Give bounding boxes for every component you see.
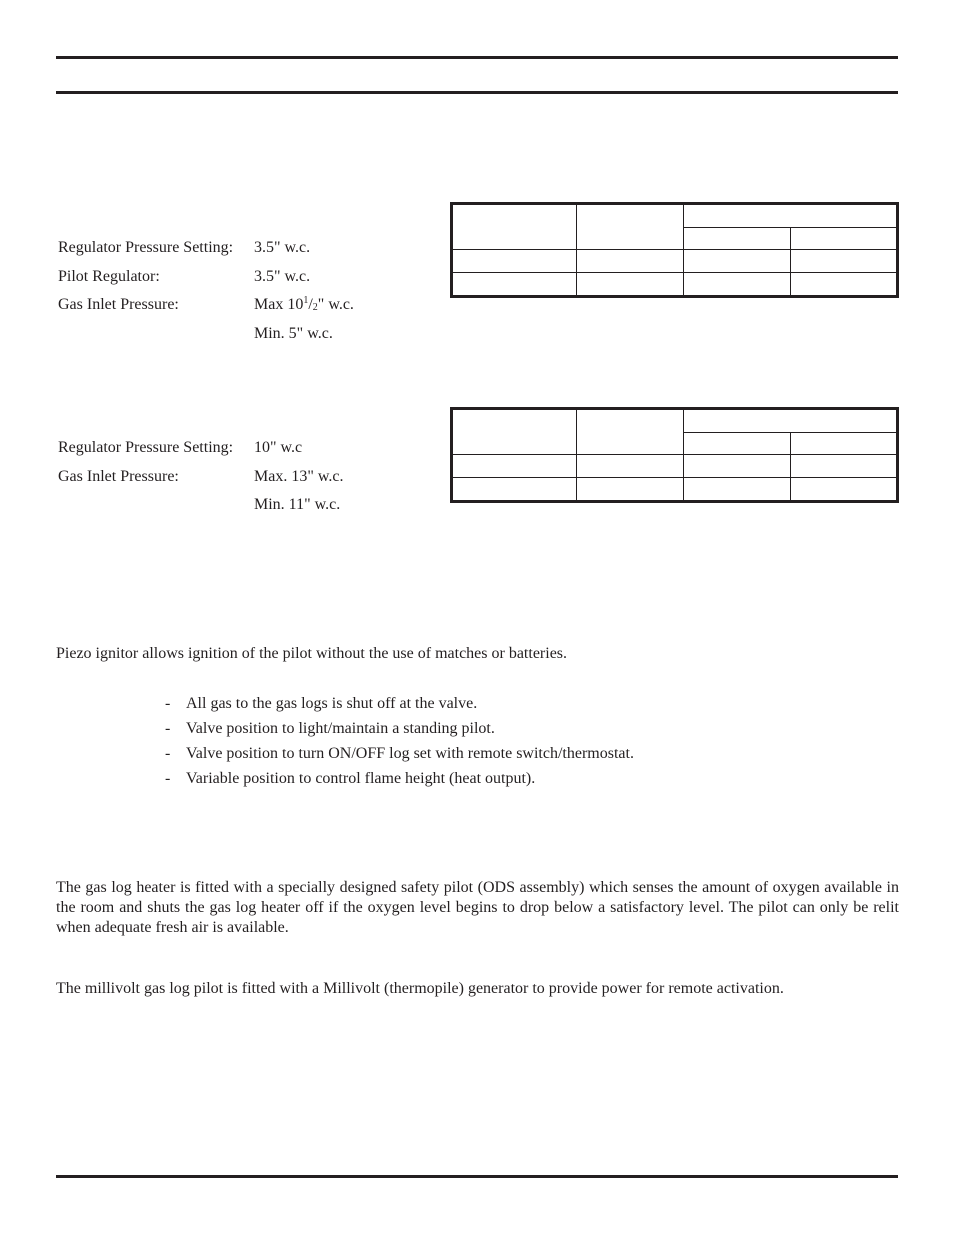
list-item xyxy=(165,768,634,793)
table-cell xyxy=(791,273,898,297)
table-cell xyxy=(452,478,577,502)
ods-paragraph: The gas log heater is fitted with a specially designed safety pilot (ODS assembly) which senses the amount of oxygen available in the room and shuts the gas log heater off if the oxygen level begins to drop below a satisfactory level. The pilot can only be relit when adequate fresh air is available. xyxy=(56,879,899,936)
table-cell xyxy=(791,250,898,273)
table-cell xyxy=(452,250,577,273)
spec-value: Max. 13" w.c. xyxy=(254,467,344,485)
header-rule-top xyxy=(56,56,898,59)
table-subheader-cell xyxy=(791,228,898,250)
millivolt-paragraph: The millivolt gas log pilot is fitted with a Millivolt (thermopile) generator to provide power for remote activation. xyxy=(56,980,784,997)
spec-value: 10" w.c xyxy=(254,439,303,456)
spec-row xyxy=(58,434,343,463)
table-header-cell xyxy=(452,204,577,250)
table-row xyxy=(452,273,898,297)
spec-label: Gas Inlet Pressure: xyxy=(58,296,179,313)
spec-value: 3.5" w.c. xyxy=(254,267,311,285)
spec-value-prefix: Max 10 xyxy=(254,296,304,313)
list-item-text: Valve position to turn ON/OFF log set with remote switch/thermostat. xyxy=(186,745,634,762)
fraction-numerator: 1 xyxy=(303,295,309,306)
spec-row xyxy=(58,291,354,320)
bullet-dash: - xyxy=(165,745,171,762)
footer-rule xyxy=(56,1175,898,1178)
table-cell xyxy=(577,455,684,478)
spec-value: 3.5" w.c. xyxy=(254,239,311,256)
table-row xyxy=(452,455,898,478)
table-header-row xyxy=(452,204,898,228)
list-item xyxy=(165,693,634,718)
spec-label: Gas Inlet Pressure: xyxy=(58,467,179,485)
spec-row xyxy=(58,263,354,292)
table-header-row xyxy=(452,409,898,433)
spec-value-suffix: " w.c. xyxy=(317,296,354,313)
bullet-dash: - xyxy=(165,695,171,712)
spec-value-fraction xyxy=(254,291,354,320)
table-header-cell xyxy=(684,204,898,228)
piezo-paragraph: Piezo ignitor allows ignition of the pilot without the use of matches or batteries. xyxy=(56,645,568,662)
list-item-text: Valve position to light/maintain a standing pilot. xyxy=(186,720,495,737)
table-subheader-cell xyxy=(684,433,791,455)
spec-label xyxy=(58,491,254,520)
spec-row xyxy=(58,463,343,492)
spec-value: Min. 11" w.c. xyxy=(254,496,341,513)
table-subheader-cell xyxy=(791,433,898,455)
header-rule-bottom xyxy=(56,91,898,94)
table-cell xyxy=(684,250,791,273)
table-header-cell xyxy=(452,409,577,455)
spec-label: Regulator Pressure Setting: xyxy=(58,239,234,256)
table-row xyxy=(452,478,898,502)
table-row xyxy=(452,250,898,273)
spec-label xyxy=(58,320,254,349)
bullet-dash: - xyxy=(165,770,171,787)
table-subheader-cell xyxy=(684,228,791,250)
propane-pressure-table xyxy=(450,407,899,503)
spec-row xyxy=(58,491,343,520)
table-cell xyxy=(577,478,684,502)
spec-row xyxy=(58,320,354,349)
table-cell xyxy=(791,478,898,502)
table-header-cell xyxy=(684,409,898,433)
list-item xyxy=(165,718,634,743)
table-cell xyxy=(577,273,684,297)
bullet-dash: - xyxy=(165,720,171,737)
table-cell xyxy=(577,250,684,273)
table-cell xyxy=(684,455,791,478)
list-item-text: All gas to the gas logs is shut off at the valve. xyxy=(186,695,478,712)
spec-label: Regulator Pressure Setting: xyxy=(58,439,234,456)
table-cell xyxy=(684,478,791,502)
spec-label: Pilot Regulator: xyxy=(58,267,160,285)
fraction-slash: / xyxy=(308,296,313,313)
spec-value: Min. 5" w.c. xyxy=(254,324,333,342)
valve-position-list xyxy=(165,693,634,793)
propane-spec-list xyxy=(58,434,343,520)
list-item-text: Variable position to control flame height (heat output). xyxy=(186,770,536,787)
natural-gas-spec-list xyxy=(58,234,354,348)
fraction-denominator: 2 xyxy=(312,302,318,313)
table-cell xyxy=(452,273,577,297)
list-item xyxy=(165,743,634,768)
table-header-cell xyxy=(577,204,684,250)
table-cell xyxy=(791,455,898,478)
table-header-cell xyxy=(577,409,684,455)
table-cell xyxy=(452,455,577,478)
table-cell xyxy=(684,273,791,297)
spec-row xyxy=(58,234,354,263)
natural-gas-pressure-table xyxy=(450,202,899,298)
